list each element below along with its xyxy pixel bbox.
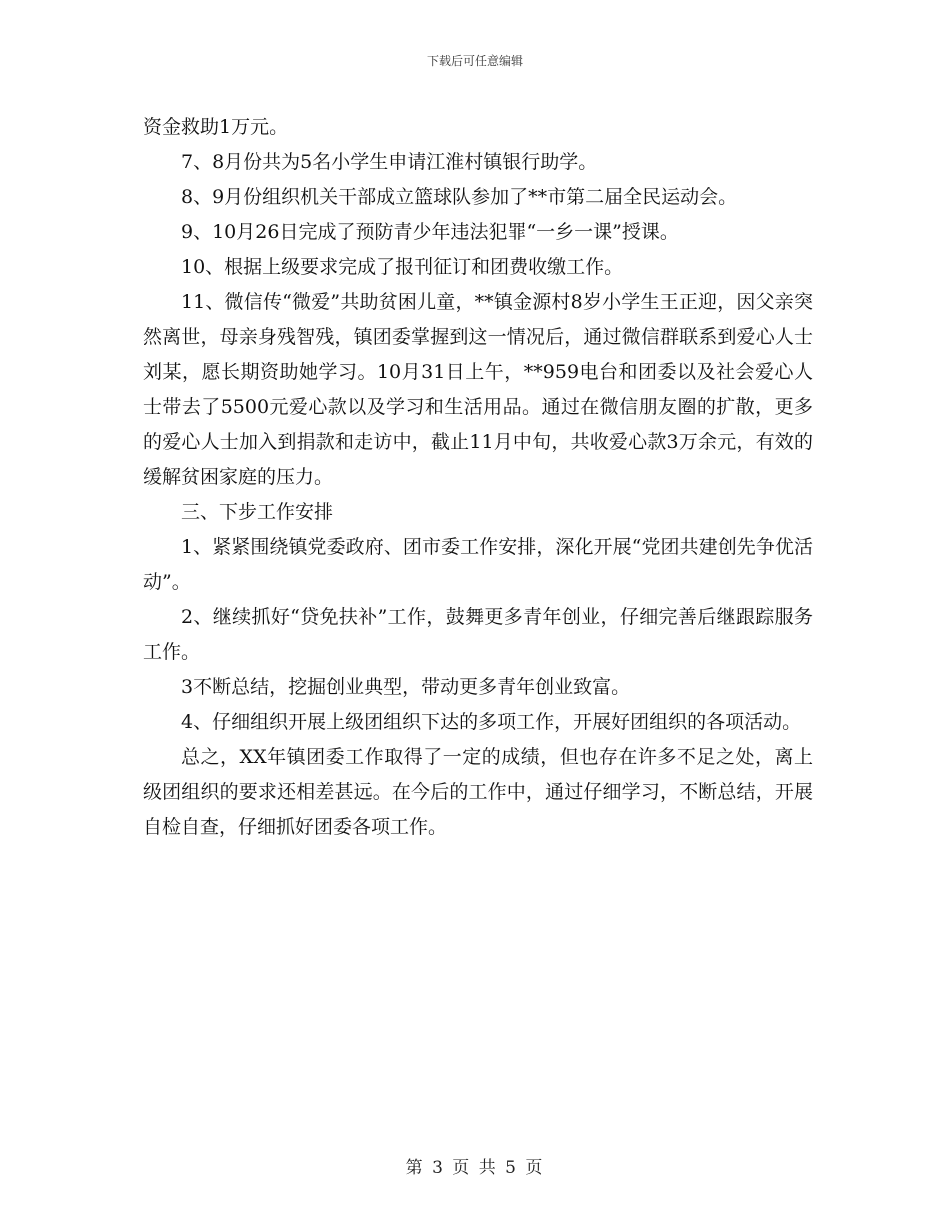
paragraph-2: 7、8月份共为5名小学生申请江淮村镇银行助学。 (181, 151, 598, 173)
paragraph-10: 3不断总结，挖掘创业典型，带动更多青年创业致富。 (181, 676, 631, 698)
paragraph-4: 9、10月26日完成了预防青少年违法犯罪“一乡一课”授课。 (181, 221, 679, 243)
page-header: 下载后可任意编辑 (426, 54, 523, 68)
paragraph-12: 总之，XX年镇团委工作取得了一定的成绩，但也存在许多不足之处，离上级团组织的要求还相差甚远。在今后的工作中，通过仔细学习，不断总结，开展自检自查，仔细抓好团委各项工作。 (143, 746, 813, 838)
paragraph-1: 资金救助1万元。 (143, 116, 289, 138)
document-body (143, 110, 813, 845)
section-heading: 三、下步工作安排 (181, 501, 334, 523)
page-number: 第 3 页 共 5 页 (405, 1158, 545, 1178)
paragraph-6: 11、微信传“微爱”共助贫困儿童，**镇金源村8岁小学生王正迎，因父亲突然离世，母亲身残智残，镇团委掌握到这一情况后，通过微信群联系到爱心人士刘某，愿长期资助她学习。10月31日上午，**959电台和团委以及社会爱心人士带去了5500元爱心款以及学习和生活用品。通过在微信朋友圈的扩散，更多的爱心人士加入到捐款和走访中，截止11月中旬，共收爱心款3万余元，有效的缓解贫困家庭的压力。 (143, 291, 813, 488)
paragraph-11: 4、仔细组织开展上级团组织下达的多项工作，开展好团组织的各项活动。 (181, 711, 802, 733)
paragraph-9: 2、继续抓好“贷免扶补”工作，鼓舞更多青年创业，仔细完善后继跟踪服务工作。 (143, 606, 813, 663)
paragraph-8: 1、紧紧围绕镇党委政府、团市委工作安排，深化开展“党团共建创先争优活动”。 (143, 536, 813, 593)
paragraph-5: 10、根据上级要求完成了报刊征订和团费收缴工作。 (181, 256, 624, 278)
paragraph-3: 8、9月份组织机关干部成立篮球队参加了**市第二届全民运动会。 (181, 186, 738, 208)
